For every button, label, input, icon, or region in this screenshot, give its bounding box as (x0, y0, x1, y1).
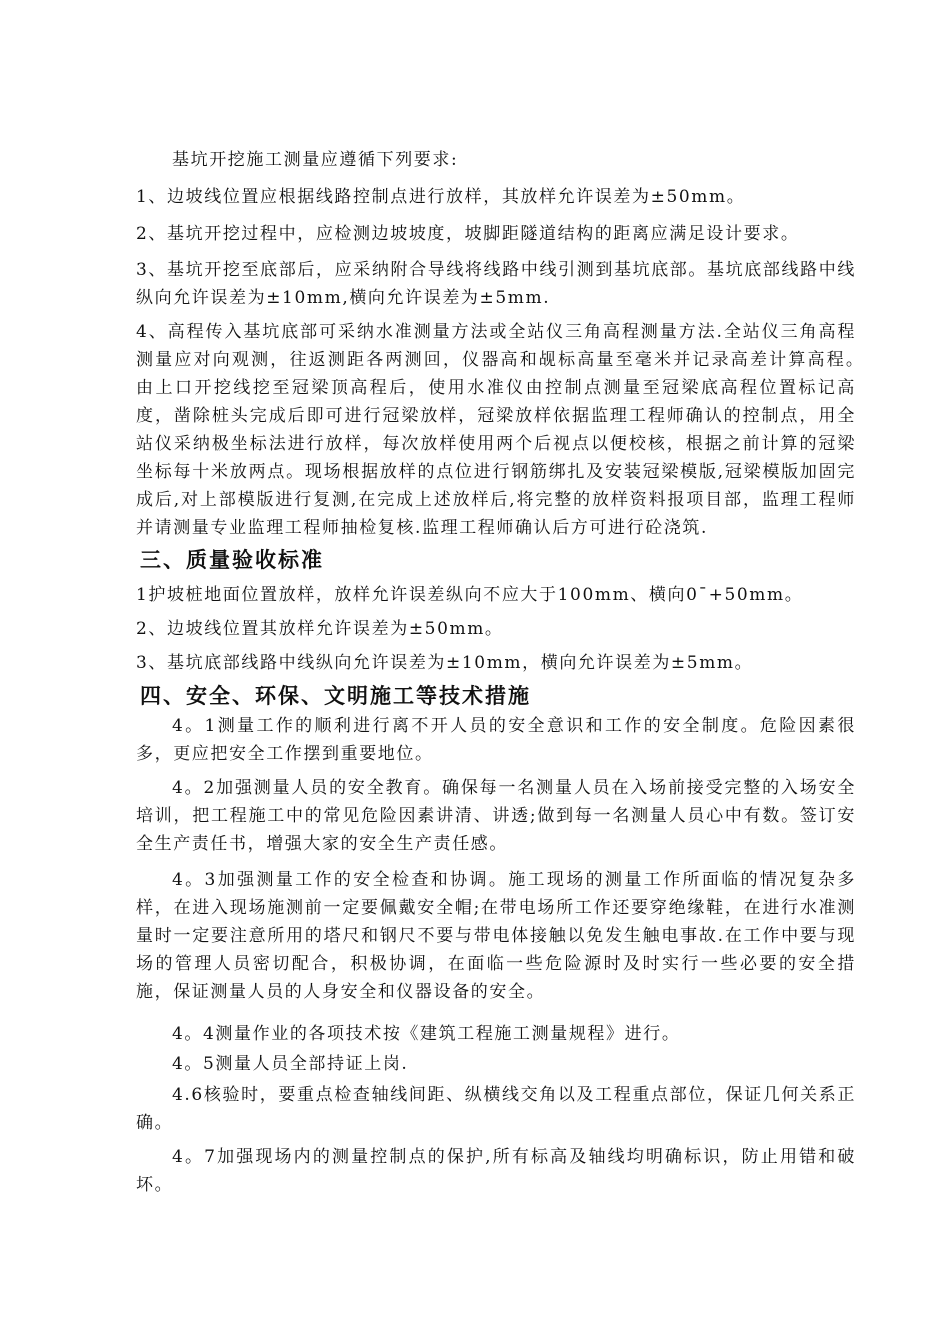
safety-item-4-6: 4.6核验时，要重点检查轴线间距、纵横线交角以及工程重点部位，保证几何关系正确。 (136, 1085, 856, 1133)
requirement-4: 4、高程传入基坑底部可采纳水准测量方法或全站仪三角高程测量方法.全站仪三角高程测量应对向观测，往返测距各两测回，仪器高和觇标高量至毫米并记录高差计算高程。 由上口开挖线挖至冠梁顶高程后，使用水准仪由控制点测量至冠梁底高程位置标记高度，凿除桩头完成后即可进行冠梁放样，冠梁放样依据监理工程师确认的控制点，用全站仪采纳极坐标法进行放样，每次放样使用两个后视点以便校核，根据之前计算的冠梁坐标每十米放两点。现场根据放样的点位进行钢筋绑扎及安装冠梁模版,冠梁模版加固完成后,对上部模版进行复测,在完成上述放样后,将完整的放样资料报项目部，监理工程师并请测量专业监理工程师抽检复核.监理工程师确认后方可进行砼浇筑. (136, 322, 894, 538)
safety-item-4-2: 4。2加强测量人员的安全教育。确保每一名测量人员在入场前接受完整的入场安全培训，把工程施工中的常见危险因素讲清、讲透;做到每一名测量人员心中有数。签订安全生产责任书，增强大家的安全生产责任感。 (136, 778, 856, 854)
quality-item-1: 1护坡桩地面位置放样，放样允许误差纵向不应大于100mm、横向0¯+50mm。 (136, 585, 804, 605)
requirement-2: 2、基坑开挖过程中，应检测边坡坡度，坡脚距隧道结构的距离应满足设计要求。 (136, 224, 800, 244)
safety-item-4-3: 4。3加强测量工作的安全检查和协调。施工现场的测量工作所面临的情况复杂多样，在进入现场施测前一定要佩戴安全帽;在带电场所工作还要穿绝缘鞋，在进行水准测量时一定要注意所用的塔尺和钢尺不要与带电体接触以免发生触电事故.在工作中要与现场的管理人员密切配合，积极协调，在面临一些危险源时及时实行一些必要的安全措施，保证测量人员的人身安全和仪器设备的安全。 (136, 870, 856, 1002)
intro-paragraph: 基坑开挖施工测量应遵循下列要求: (172, 150, 459, 170)
quality-item-2: 2、边坡线位置其放样允许误差为±50mm。 (136, 619, 504, 639)
safety-item-4-5: 4。5测量人员全部持证上岗. (172, 1054, 409, 1074)
section-heading-quality: 三、质量验收标准 (140, 548, 324, 572)
requirement-1: 1、边坡线位置应根据线路控制点进行放样，其放样允许误差为±50mm。 (136, 187, 746, 207)
safety-item-4-4: 4。4测量作业的各项技术按《建筑工程施工测量规程》进行。 (172, 1024, 681, 1044)
requirement-3: 3、基坑开挖至底部后，应采纳附合导线将线路中线引测到基坑底部。基坑底部线路中线纵向允许误差为±10mm,横向允许误差为±5mm. (136, 260, 856, 308)
safety-item-4-1: 4。1测量工作的顺利进行离不开人员的安全意识和工作的安全制度。危险因素很多，更应把安全工作摆到重要地位。 (136, 716, 856, 764)
section-heading-safety: 四、安全、环保、文明施工等技术措施 (140, 684, 531, 708)
quality-item-3: 3、基坑底部线路中线纵向允许误差为±10mm，横向允许误差为±5mm。 (136, 653, 754, 673)
safety-item-4-7: 4。7加强现场内的测量控制点的保护,所有标高及轴线均明确标识，防止用错和破坏。 (136, 1147, 856, 1195)
